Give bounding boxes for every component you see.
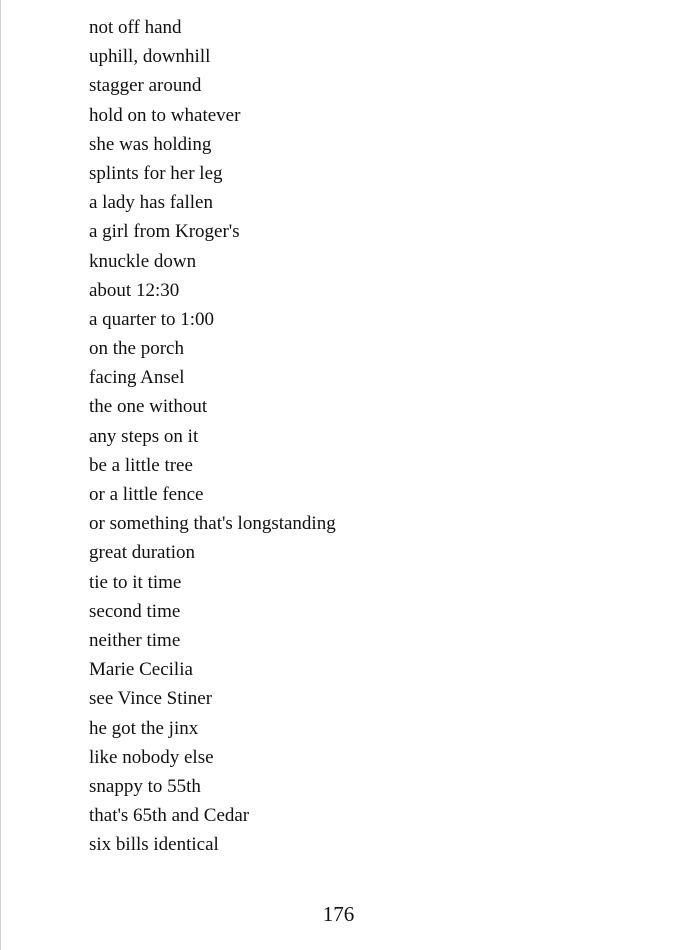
poem-line: a lady has fallen — [89, 192, 213, 214]
poem-line: like nobody else — [89, 746, 214, 768]
poem-line: a girl from Kroger's — [89, 221, 240, 243]
poem-line: that's 65th and Cedar — [89, 805, 250, 827]
poem-line: or a little fence — [89, 484, 204, 505]
poem-line: knuckle down — [89, 250, 197, 272]
poem-line: facing Ansel — [89, 367, 185, 389]
poem-line: great duration — [89, 542, 196, 564]
poem-text — [89, 13, 336, 859]
poem-line: six bills identical — [89, 834, 219, 856]
poem-line: snappy to 55th — [89, 775, 201, 797]
poem-line: neither time — [89, 629, 181, 651]
poem-line: on the porch — [89, 338, 184, 360]
poem-line: or something that's longstanding — [89, 513, 336, 535]
poem-line: any steps on it — [89, 425, 199, 447]
poem-line: she was holding — [89, 133, 212, 155]
poem-line: about 12:30 — [89, 279, 180, 301]
poem-line: uphill, downhill — [89, 46, 211, 68]
poem-line: splints for her leg — [89, 162, 223, 184]
poem-line: tie to it time — [89, 571, 182, 593]
page-number: 176 — [322, 902, 355, 926]
poem-line: a quarter to 1:00 — [89, 308, 215, 330]
poem-line: be a little tree — [89, 454, 193, 476]
poem-line: see Vince Stiner — [89, 688, 213, 710]
poem-line: he got the jinx — [89, 717, 199, 739]
poem-line: second time — [89, 600, 181, 622]
poem-line: stagger around — [89, 75, 202, 97]
poem-line: hold on to whatever — [89, 104, 241, 126]
poem-line: not off hand — [89, 17, 182, 38]
poem-line: the one without — [89, 396, 208, 418]
poem-line: Marie Cecilia — [89, 659, 193, 681]
